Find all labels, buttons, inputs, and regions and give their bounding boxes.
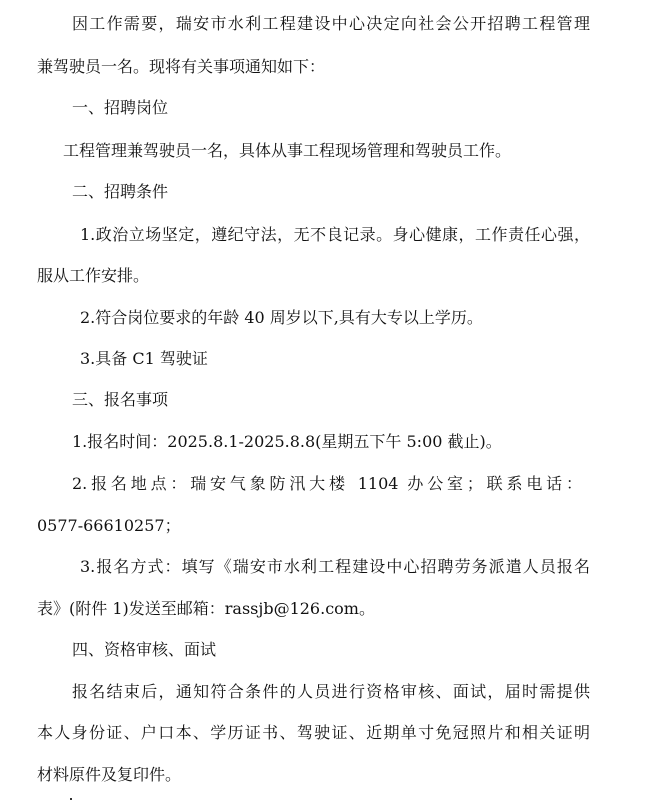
section-4-heading: 四、资格审核、面试 [72, 640, 217, 659]
section-4-line-3: 材料原件及复印件。 [37, 765, 182, 784]
section-3-item-2-line-1: 2.报名地点：瑞安气象防汛大楼 1104 办公室；联系电话： [72, 474, 582, 493]
section-3-item-2-line-2: 0577-66610257； [37, 516, 181, 535]
intro-line-2: 兼驾驶员一名。现将有关事项通知如下： [37, 57, 326, 76]
cursor-mark [70, 798, 72, 800]
section-2-item-1-line-2: 服从工作安排。 [37, 266, 150, 285]
intro-line-1: 因工作需要，瑞安市水利工程建设中心决定向社会公开招聘工程管理 [72, 14, 590, 33]
section-3-item-3-line-1: 3.报名方式：填写《瑞安市水利工程建设中心招聘劳务派遣人员报名 [80, 557, 590, 576]
section-3-item-3-line-2: 表》(附件 1)发送至邮箱：rassjb@126.com。 [37, 599, 375, 618]
section-2-item-1-line-1: 1.政治立场坚定，遵纪守法，无不良记录。身心健康，工作责任心强， [80, 225, 590, 244]
section-1-heading: 一、招聘岗位 [72, 98, 169, 117]
section-1-body: 工程管理兼驾驶员一名，具体从事工程现场管理和驾驶员工作。 [63, 141, 512, 160]
section-3-item-1: 1.报名时间：2025.8.1-2025.8.8(星期五下午 5:00 截止)。 [72, 432, 502, 451]
section-2-heading: 二、招聘条件 [72, 182, 169, 201]
section-4-line-2: 本人身份证、户口本、学历证书、驾驶证、近期单寸免冠照片和相关证明 [37, 723, 590, 742]
section-4-line-1: 报名结束后，通知符合条件的人员进行资格审核、面试，届时需提供 [72, 682, 590, 701]
section-2-item-2: 2.符合岗位要求的年龄 40 周岁以下,具有大专以上学历。 [80, 308, 483, 327]
section-2-item-3: 3.具备 C1 驾驶证 [80, 349, 208, 368]
section-3-heading: 三、报名事项 [72, 390, 169, 409]
